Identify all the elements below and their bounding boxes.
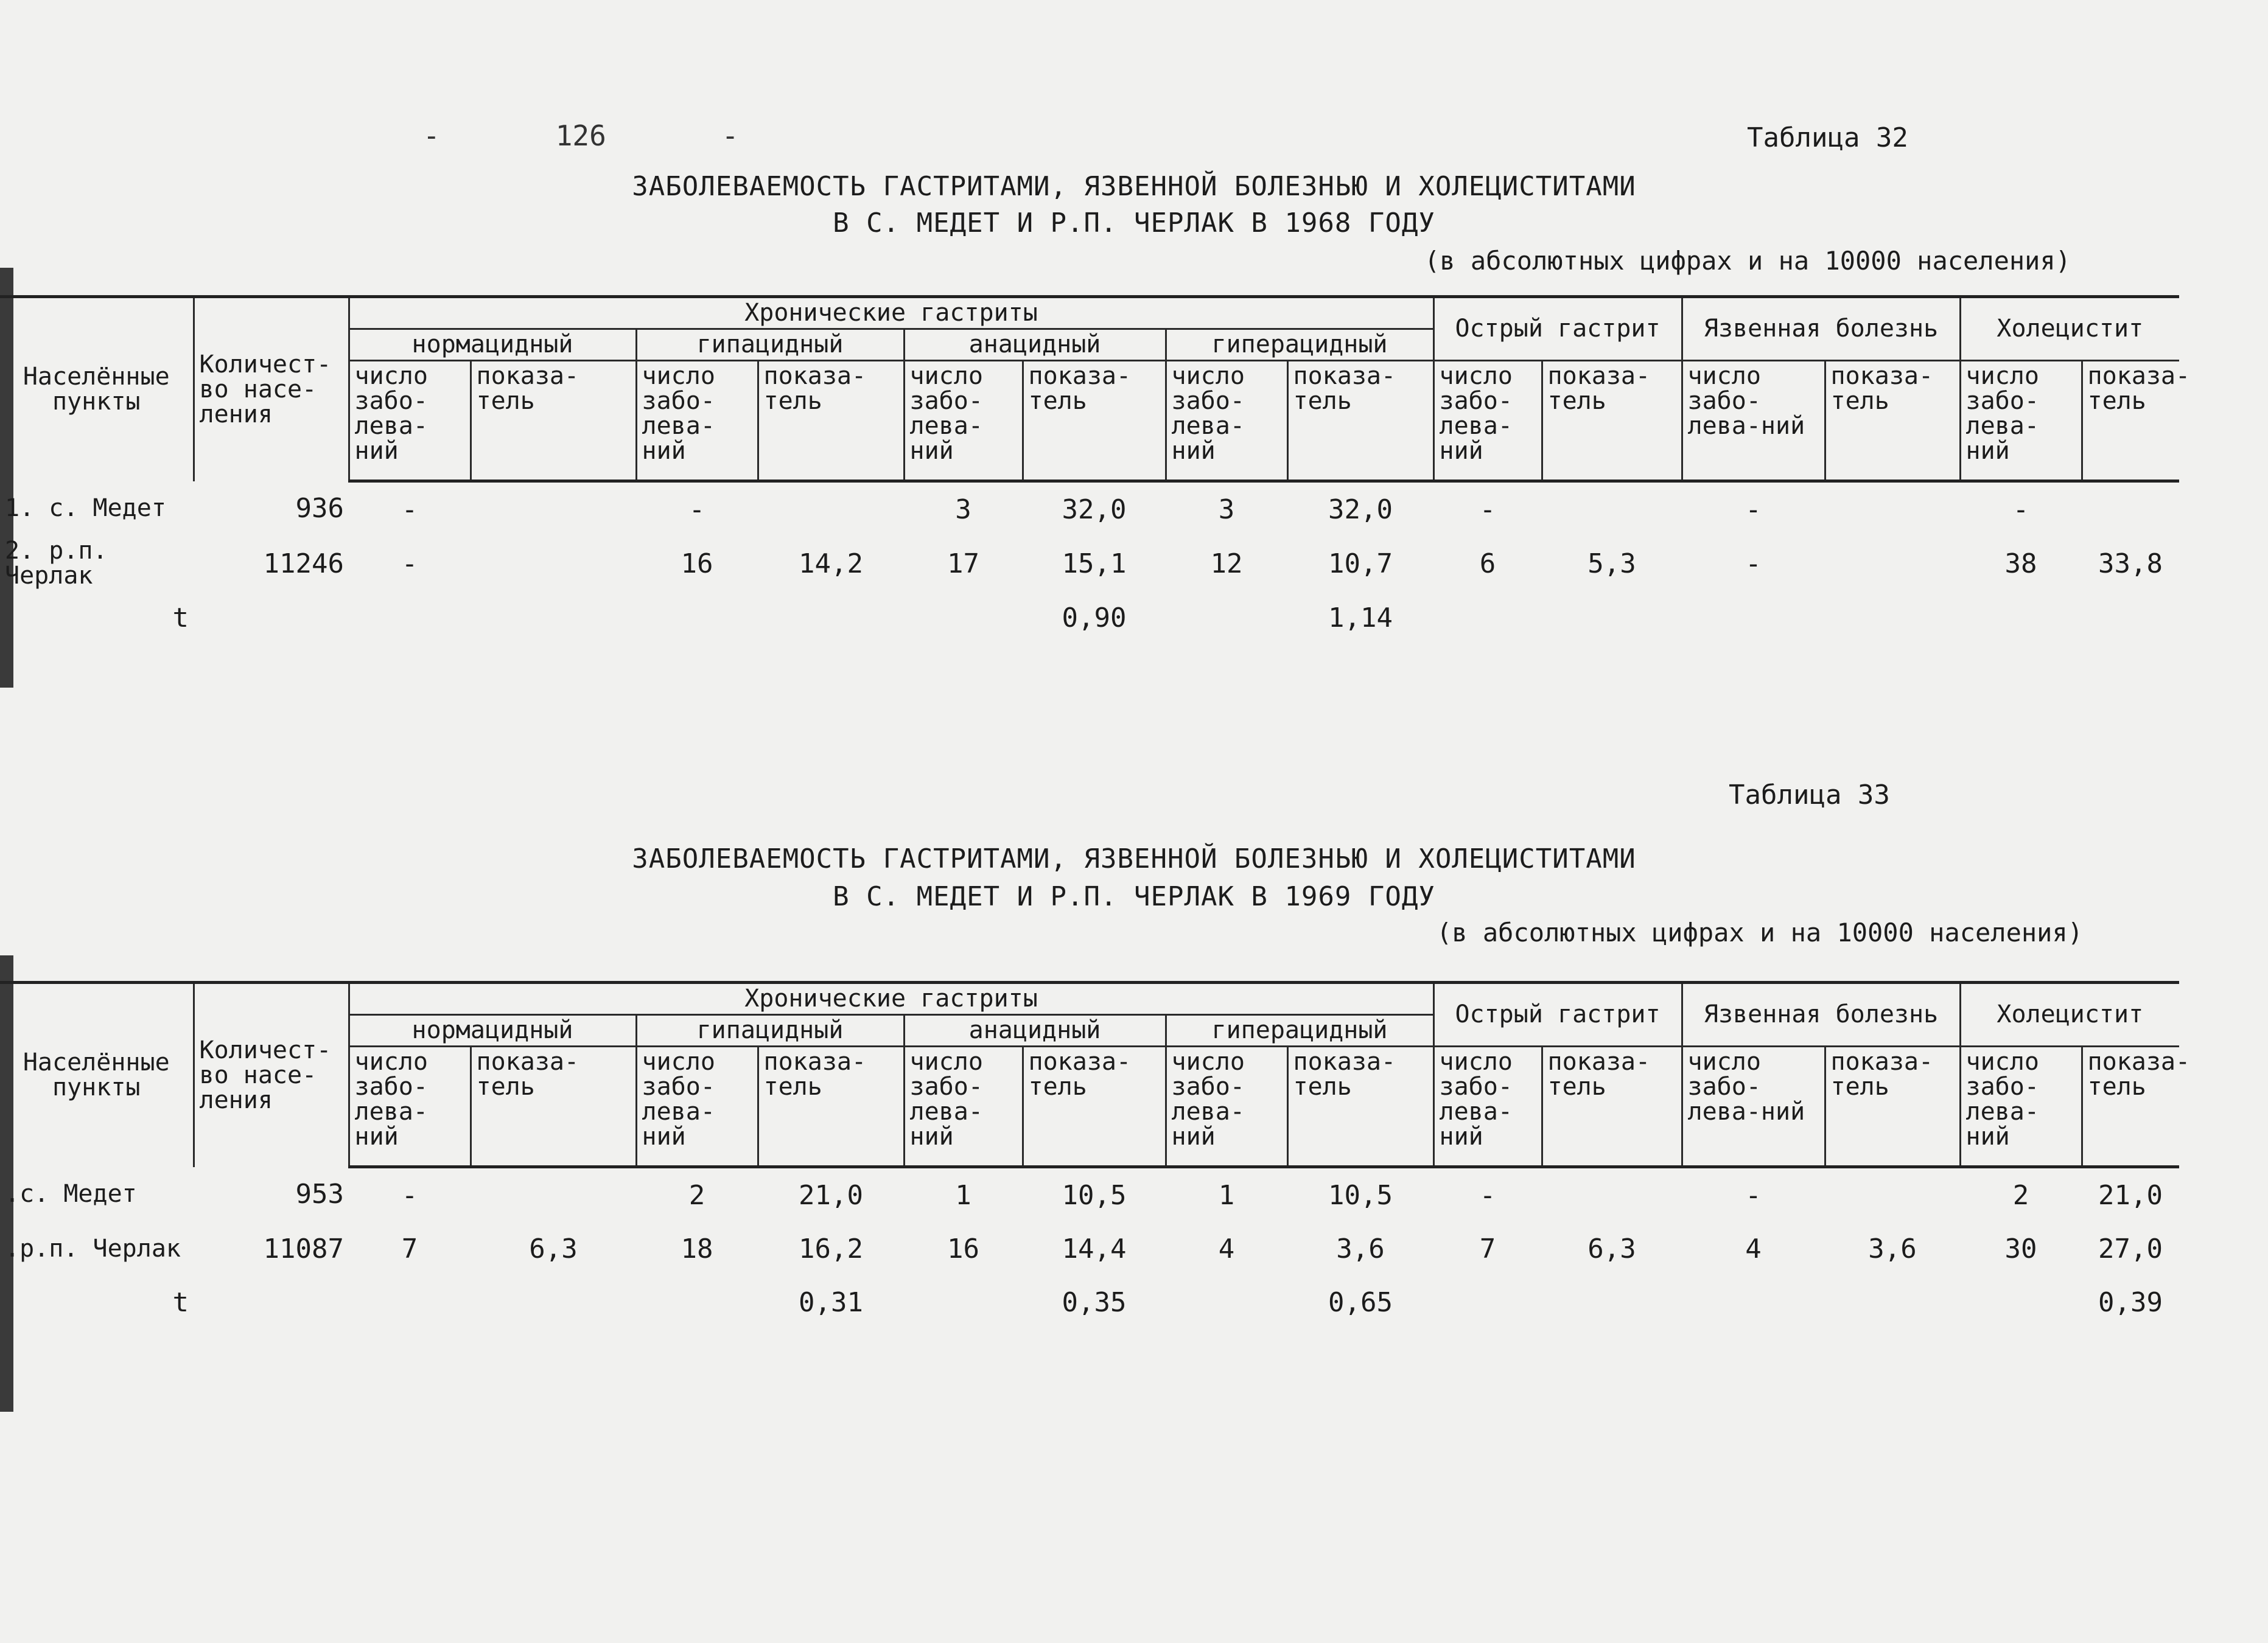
header-chole: Холецистит	[1960, 983, 2179, 1047]
header-population: Количест-во насе-ления	[194, 983, 349, 1167]
table-33-title-line-2: В С. МЕДЕТ И Р.П. ЧЕРЛАК В 1969 ГОДУ	[833, 881, 1435, 912]
header-count: число забо-лева-ний	[1166, 1047, 1287, 1167]
t-statistic-row: t 0,90 1,14	[172, 602, 1393, 633]
table-row: .р.п. Черлак 11087 7 6,3 18 16,2 16 14,4 4 3,6 7 6,3 4 3,6 30 27,0	[5, 1233, 2163, 1265]
header-rate: показа-тель	[1023, 1047, 1166, 1167]
table-32-title-line-2: В С. МЕДЕТ И Р.П. ЧЕРЛАК В 1968 ГОДУ	[833, 208, 1435, 239]
header-acute: Острый гастрит	[1433, 297, 1682, 361]
table-row: 1. с. Медет 936 - - 3 32,0 3 32,0 - - -	[5, 493, 2029, 525]
header-count: число забо-лева-ний	[1682, 361, 1825, 481]
header-place: Населённые пункты	[0, 983, 194, 1167]
header-chronic: Хронические гастриты	[349, 983, 1433, 1015]
header-rate: показа-тель	[1542, 1047, 1682, 1167]
header-chronic: Хронические гастриты	[349, 297, 1433, 329]
header-rate: показа-тель	[1542, 361, 1682, 481]
header-normacid: нормацидный	[349, 1015, 636, 1047]
table-row: 2. р.п. Черлак 11246 - 16 14,2 17 15,1 12 10,7 6 5,3 - 38 33,8	[5, 537, 2163, 590]
header-normacid: нормацидный	[349, 329, 636, 361]
header-anacid: анацидный	[904, 329, 1166, 361]
header-count: число забо-лева-ний	[904, 361, 1023, 481]
header-ulcer: Язвенная болезнь	[1682, 983, 1960, 1047]
header-rate: показа-тель	[758, 361, 904, 481]
header-rate: показа-тель	[1287, 1047, 1433, 1167]
header-rate: показа-тель	[2082, 361, 2179, 481]
table-33-note: (в абсолютных цифрах и на 10000 населения)	[1437, 918, 2084, 947]
header-rate: показа-тель	[2082, 1047, 2179, 1167]
header-place: Населённые пункты	[0, 297, 194, 481]
header-rate: показа-тель	[1825, 1047, 1960, 1167]
header-count: число забо-лева-ний	[1433, 361, 1542, 481]
header-hypacid: гипацидный	[636, 329, 904, 361]
page-number-line: - 126 -	[423, 119, 739, 152]
table-32-label: Таблица 32	[1747, 122, 1908, 153]
table-33-label: Таблица 33	[1729, 780, 1890, 811]
header-hyperacid: гиперацидный	[1166, 329, 1433, 361]
header-anacid: анацидный	[904, 1015, 1166, 1047]
header-count: число забо-лева-ний	[1960, 361, 2082, 481]
header-count: число забо-лева-ний	[349, 1047, 471, 1167]
header-rate: показа-тель	[1825, 361, 1960, 481]
header-rate: показа-тель	[1287, 361, 1433, 481]
t-statistic-row: t 0,31 0,35 0,65 0,39	[172, 1286, 2163, 1318]
header-count: число забо-лева-ний	[1433, 1047, 1542, 1167]
header-count: число забо-лева-ний	[636, 1047, 758, 1167]
header-rate: показа-тель	[471, 361, 636, 481]
table-33-title-line-1: ЗАБОЛЕВАЕМОСТЬ ГАСТРИТАМИ, ЯЗВЕННОЙ БОЛЕЗНЬЮ И ХОЛЕЦИСТИТАМИ	[632, 843, 1636, 874]
header-rate: показа-тель	[1023, 361, 1166, 481]
table-32	[0, 295, 2191, 644]
table-33	[0, 981, 2191, 1329]
table-32-title-line-1: ЗАБОЛЕВАЕМОСТЬ ГАСТРИТАМИ, ЯЗВЕННОЙ БОЛЕЗНЬЮ И ХОЛЕЦИСТИТАМИ	[632, 171, 1636, 202]
header-rate: показа-тель	[471, 1047, 636, 1167]
header-count: число забо-лева-ний	[1960, 1047, 2082, 1167]
header-count: число забо-лева-ний	[349, 361, 471, 481]
header-hyperacid: гиперацидный	[1166, 1015, 1433, 1047]
header-count: число забо-лева-ний	[1166, 361, 1287, 481]
header-count: число забо-лева-ний	[636, 361, 758, 481]
header-count: число забо-лева-ний	[904, 1047, 1023, 1167]
table-row: .с. Медет 953 - 2 21,0 1 10,5 1 10,5 - - 2 21,0	[5, 1179, 2163, 1211]
header-hypacid: гипацидный	[636, 1015, 904, 1047]
header-population: Количест-во насе-ления	[194, 297, 349, 481]
header-ulcer: Язвенная болезнь	[1682, 297, 1960, 361]
header-count: число забо-лева-ний	[1682, 1047, 1825, 1167]
header-chole: Холецистит	[1960, 297, 2179, 361]
header-rate: показа-тель	[758, 1047, 904, 1167]
header-acute: Острый гастрит	[1433, 983, 1682, 1047]
table-32-note: (в абсолютных цифрах и на 10000 населения)	[1424, 246, 2071, 276]
